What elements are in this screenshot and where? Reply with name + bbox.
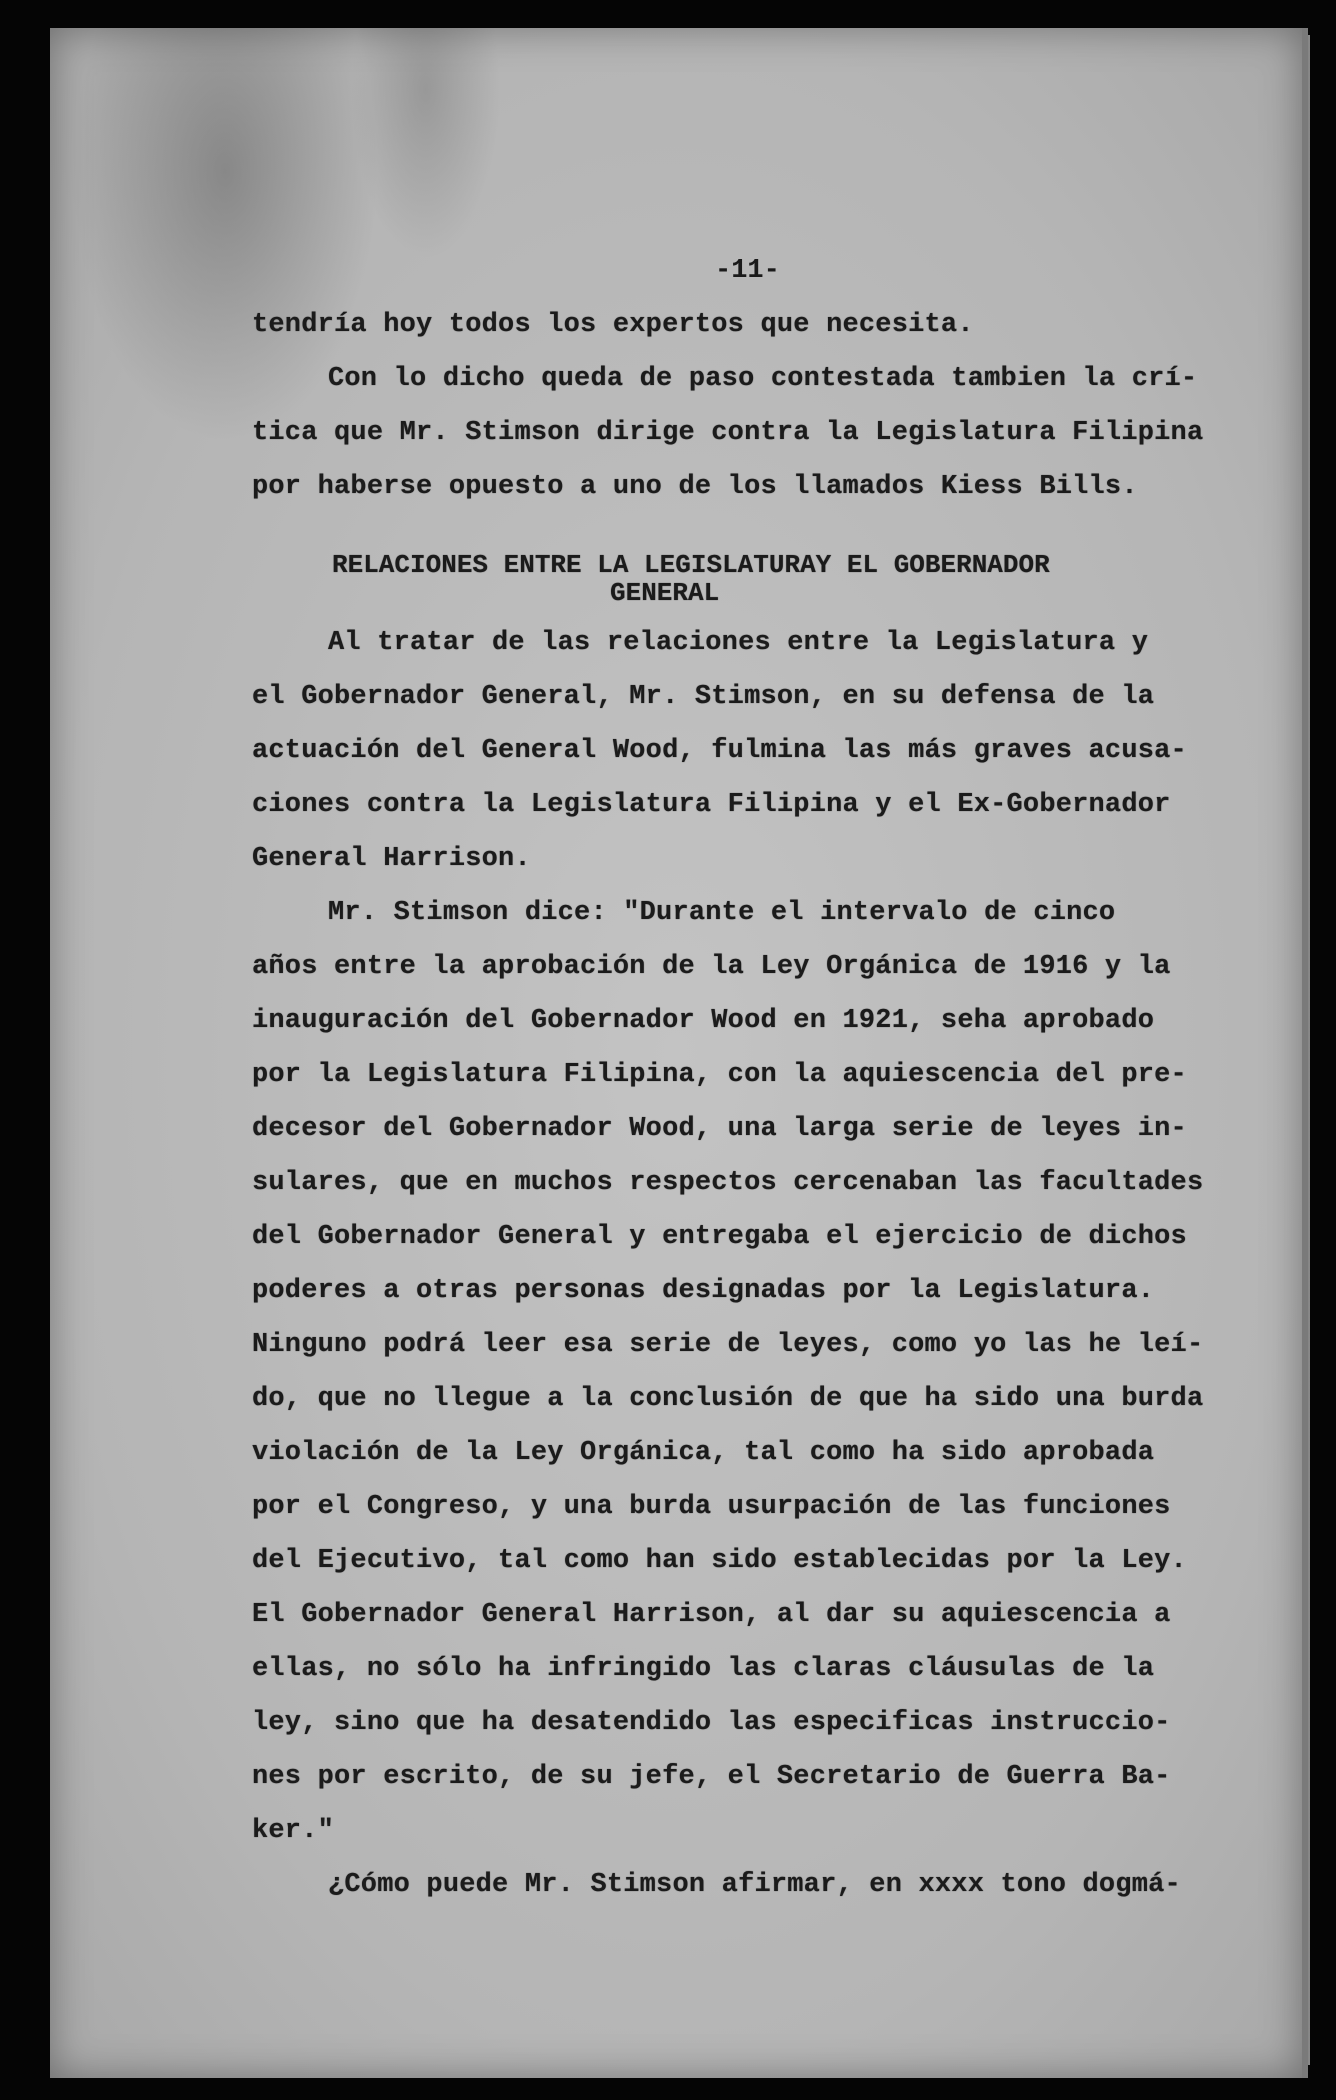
text-line: del Gobernador General y entregaba el ejercicio de dichos bbox=[252, 1222, 1187, 1252]
text-line: tendría hoy todos los expertos que necesita. bbox=[252, 310, 974, 340]
text-line: do, que no llegue a la conclusión de que ha sido una burda bbox=[252, 1384, 1204, 1414]
text-line: nes por escrito, de su jefe, el Secretario de Guerra Ba- bbox=[252, 1762, 1171, 1792]
page-edge-strip bbox=[1302, 28, 1308, 2078]
text-line: ciones contra la Legislatura Filipina y el Ex-Gobernador bbox=[252, 790, 1171, 820]
text-line: por el Congreso, y una burda usurpación de las funciones bbox=[252, 1492, 1171, 1522]
text-line: el Gobernador General, Mr. Stimson, en su defensa de la bbox=[252, 682, 1155, 712]
text-line: decesor del Gobernador Wood, una larga serie de leyes in- bbox=[252, 1114, 1187, 1144]
text-line: El Gobernador General Harrison, al dar su aquiescencia a bbox=[252, 1600, 1171, 1630]
text-line: ellas, no sólo ha infringido las claras cláusulas de la bbox=[252, 1654, 1155, 1684]
text-line: violación de la Ley Orgánica, tal como ha sido aprobada bbox=[252, 1438, 1155, 1468]
page-number: -11- bbox=[715, 256, 780, 286]
text-line: ¿Cómo puede Mr. Stimson afirmar, en xxxx tono dogmá- bbox=[328, 1870, 1181, 1900]
text-line: tica que Mr. Stimson dirige contra la Legislatura Filipina bbox=[252, 418, 1204, 448]
text-line: del Ejecutivo, tal como han sido establecidas por la Ley. bbox=[252, 1546, 1187, 1576]
text-line: ley, sino que ha desatendido las especificas instruccio- bbox=[252, 1708, 1171, 1738]
text-line: años entre la aprobación de la Ley Orgánica de 1916 y la bbox=[252, 952, 1171, 982]
text-line: actuación del General Wood, fulmina las más graves acusa- bbox=[252, 736, 1187, 766]
text-line: Con lo dicho queda de paso contestada tambien la crí- bbox=[328, 364, 1198, 394]
text-line: poderes a otras personas designadas por la Legislatura. bbox=[252, 1276, 1155, 1306]
text-line: por la Legislatura Filipina, con la aquiescencia del pre- bbox=[252, 1060, 1187, 1090]
text-line: inauguración del Gobernador Wood en 1921, seha aprobado bbox=[252, 1006, 1155, 1036]
text-line: ker." bbox=[252, 1816, 335, 1846]
paper-page bbox=[50, 28, 1302, 2078]
text-line: sulares, que en muchos respectos cercenaban las facultades bbox=[252, 1168, 1204, 1198]
section-heading-continued: GENERAL bbox=[610, 578, 720, 608]
section-heading: RELACIONES ENTRE LA LEGISLATURAY EL GOBERNADOR bbox=[332, 550, 1050, 580]
text-line: Al tratar de las relaciones entre la Legislatura y bbox=[328, 628, 1149, 658]
text-line: Ninguno podrá leer esa serie de leyes, como yo las he leí- bbox=[252, 1330, 1204, 1360]
text-line: General Harrison. bbox=[252, 844, 531, 874]
text-line: por haberse opuesto a uno de los llamados Kiess Bills. bbox=[252, 472, 1138, 502]
text-line: Mr. Stimson dice: "Durante el intervalo de cinco bbox=[328, 898, 1116, 928]
